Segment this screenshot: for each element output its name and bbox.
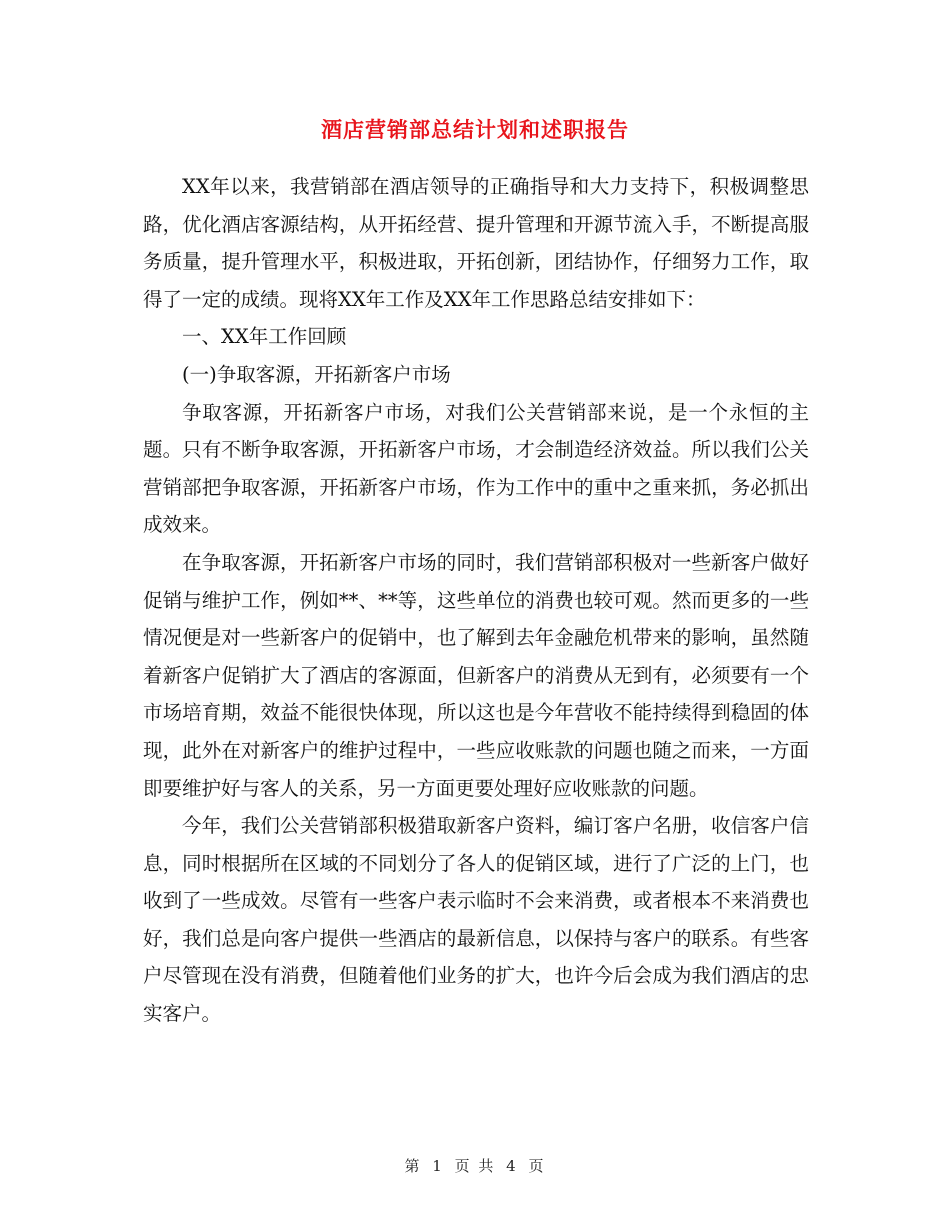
footer-suffix: 页 bbox=[528, 1157, 546, 1175]
footer-prefix: 第 bbox=[404, 1157, 422, 1175]
footer-mid: 页 共 bbox=[454, 1157, 496, 1175]
total-pages: 4 bbox=[506, 1157, 518, 1175]
paragraph: 今年，我们公关营销部积极猎取新客户资料，编订客户名册，收信客户信息，同时根据所在区域的不同划分了各人的促销区域，进行了广泛的上门，也收到了一些成效。尽管有一些客户表示临时不会来消费，或者根本不来消费也好，我们总是向客户提供一些酒店的最新信息，以保持与客户的联系。有些客户尽管现在没有消费，但随着他们业务的扩大，也许今后会成为我们酒店的忠实客户。 bbox=[143, 814, 809, 1026]
section-heading: 一、XX年工作回顾 bbox=[182, 325, 347, 349]
document-title: 酒店营销部总结计划和述职报告 bbox=[321, 117, 629, 142]
paragraph: 争取客源，开拓新客户市场，对我们公关营销部来说，是一个永恒的主题。只有不断争取客源，开拓新客户市场，才会制造经济效益。所以我们公关营销部把争取客源，开拓新客户市场，作为工作中的重中之重来抓，务必抓出成效来。 bbox=[143, 400, 809, 537]
document-body bbox=[143, 168, 809, 1033]
page-footer bbox=[0, 1155, 950, 1176]
page-number: 1 bbox=[432, 1157, 444, 1175]
paragraph: 在争取客源，开拓新客户市场的同时，我们营销部积极对一些新客户做好促销与维护工作，例如**、**等，这些单位的消费也较可观。然而更多的一些情况便是对一些新客户的促销中，也了解到去年金融危机带来的影响，虽然随着新客户促销扩大了酒店的客源面，但新客户的消费从无到有，必须要有一个市场培育期，效益不能很快体现，所以这也是今年营收不能持续得到稳固的体现，此外在对新客户的维护过程中，一些应收账款的问题也随之而来，一方面即要维护好与客人的关系，另一方面更要处理好应收账款的问题。 bbox=[143, 550, 809, 800]
subsection-heading: (一)争取客源，开拓新客户市场 bbox=[182, 362, 451, 386]
paragraph-intro: XX年以来，我营销部在酒店领导的正确指导和大力支持下，积极调整思路，优化酒店客源结构，从开拓经营、提升管理和开源节流入手，不断提高服务质量，提升管理水平，积极进取，开拓创新，团结协作，仔细努力工作，取得了一定的成绩。现将XX年工作及XX年工作思路总结安排如下： bbox=[143, 175, 809, 311]
